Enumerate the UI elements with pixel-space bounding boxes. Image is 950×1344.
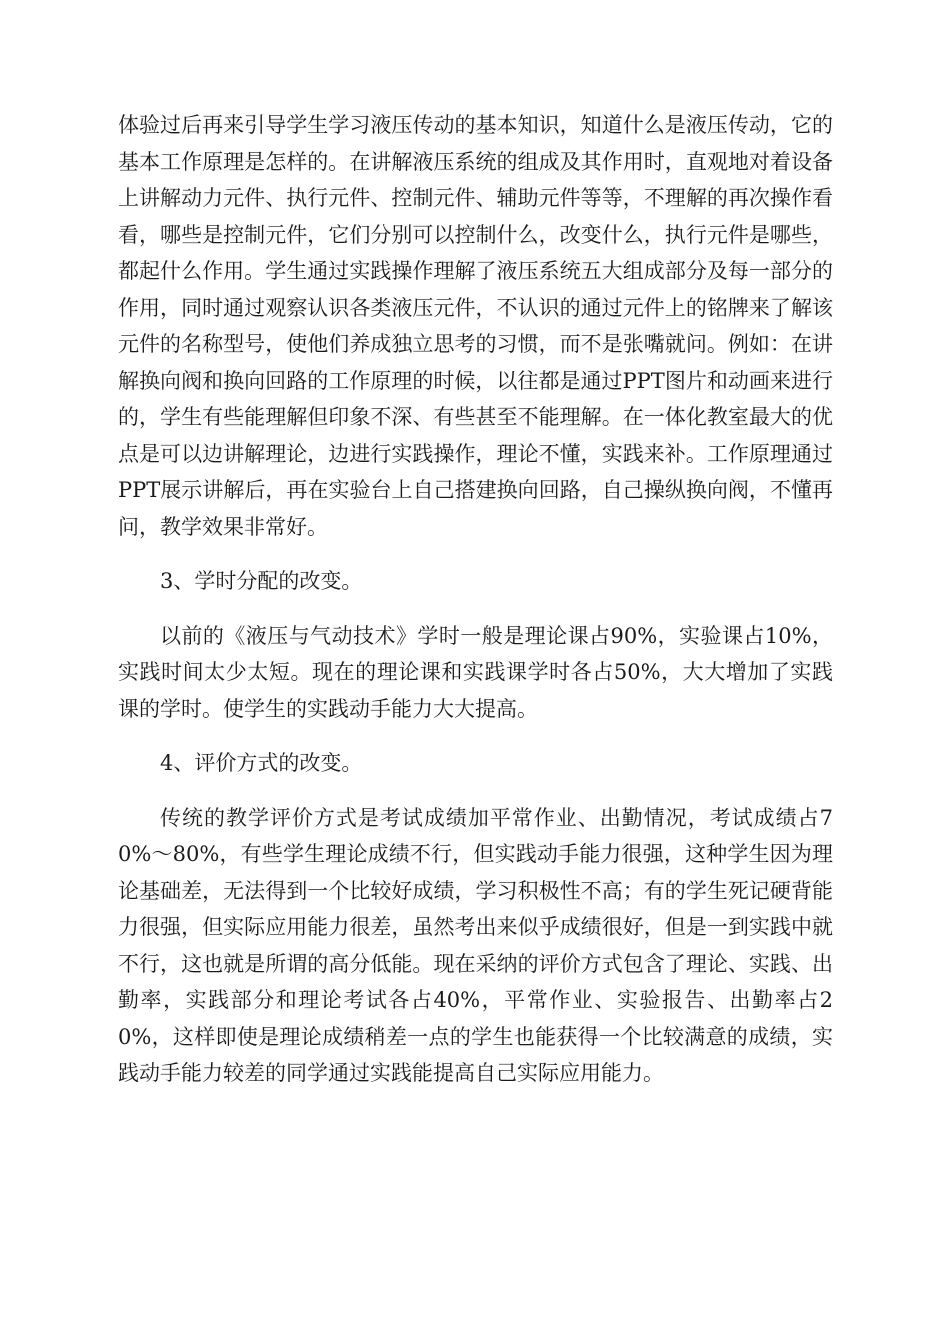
document-body bbox=[118, 107, 833, 1092]
heading-class-hours-change: 3、学时分配的改变。 bbox=[160, 569, 363, 593]
paragraph-hydraulic-teaching: 体验过后再来引导学生学习液压传动的基本知识，知道什么是液压传动，它的基本工作原理是怎样的。在讲解液压系统的组成及其作用时，直观地对着设备上讲解动力元件、执行元件、控制元件、辅助元件等等，不理解的再次操作看看，哪些是控制元件，它们分别可以控制什么，改变什么，执行元件是哪些，都起什么作用。学生通过实践操作理解了液压系统五大组成部分及每一部分的作用，同时通过观察认识各类液压元件，不认识的通过元件上的铭牌来了解该元件的名称型号，使他们养成独立思考的习惯，而不是张嘴就问。例如：在讲解换向阀和换向回路的工作原理的时候，以往都是通过PPT图片和动画来进行的，学生有些能理解但印象不深、有些甚至不能理解。在一体化教室最大的优点是可以边讲解理论，边进行实践操作，理论不懂，实践来补。工作原理通过PPT展示讲解后，再在实验台上自己搭建换向回路，自己操纵换向阀，不懂再问，教学效果非常好。 bbox=[118, 113, 833, 539]
paragraph-evaluation: 传统的教学评价方式是考试成绩加平常作业、出勤情况，考试成绩占70%～80%，有些学生理论成绩不行，但实践动手能力很强，这种学生因为理论基础差，无法得到一个比较好成绩，学习积极性不高；有的学生死记硬背能力很强，但实际应用能力很差，虽然考出来似乎成绩很好，但是一到实践中就不行，这也就是所谓的高分低能。现在采纳的评价方式包含了理论、实践、出勤率，实践部分和理论考试各占40%，平常作业、实验报告、出勤率占20%，这样即使是理论成绩稍差一点的学生也能获得一个比较满意的成绩，实践动手能力较差的同学通过实践能提高自己实际应用能力。 bbox=[118, 805, 833, 1085]
heading-evaluation-change: 4、评价方式的改变。 bbox=[160, 751, 363, 775]
paragraph-class-hours: 以前的《液压与气动技术》学时一般是理论课占90%，实验课占10%，实践时间太少太短。现在的理论课和实践课学时各占50%，大大增加了实践课的学时。使学生的实践动手能力大大提高。 bbox=[118, 623, 833, 721]
